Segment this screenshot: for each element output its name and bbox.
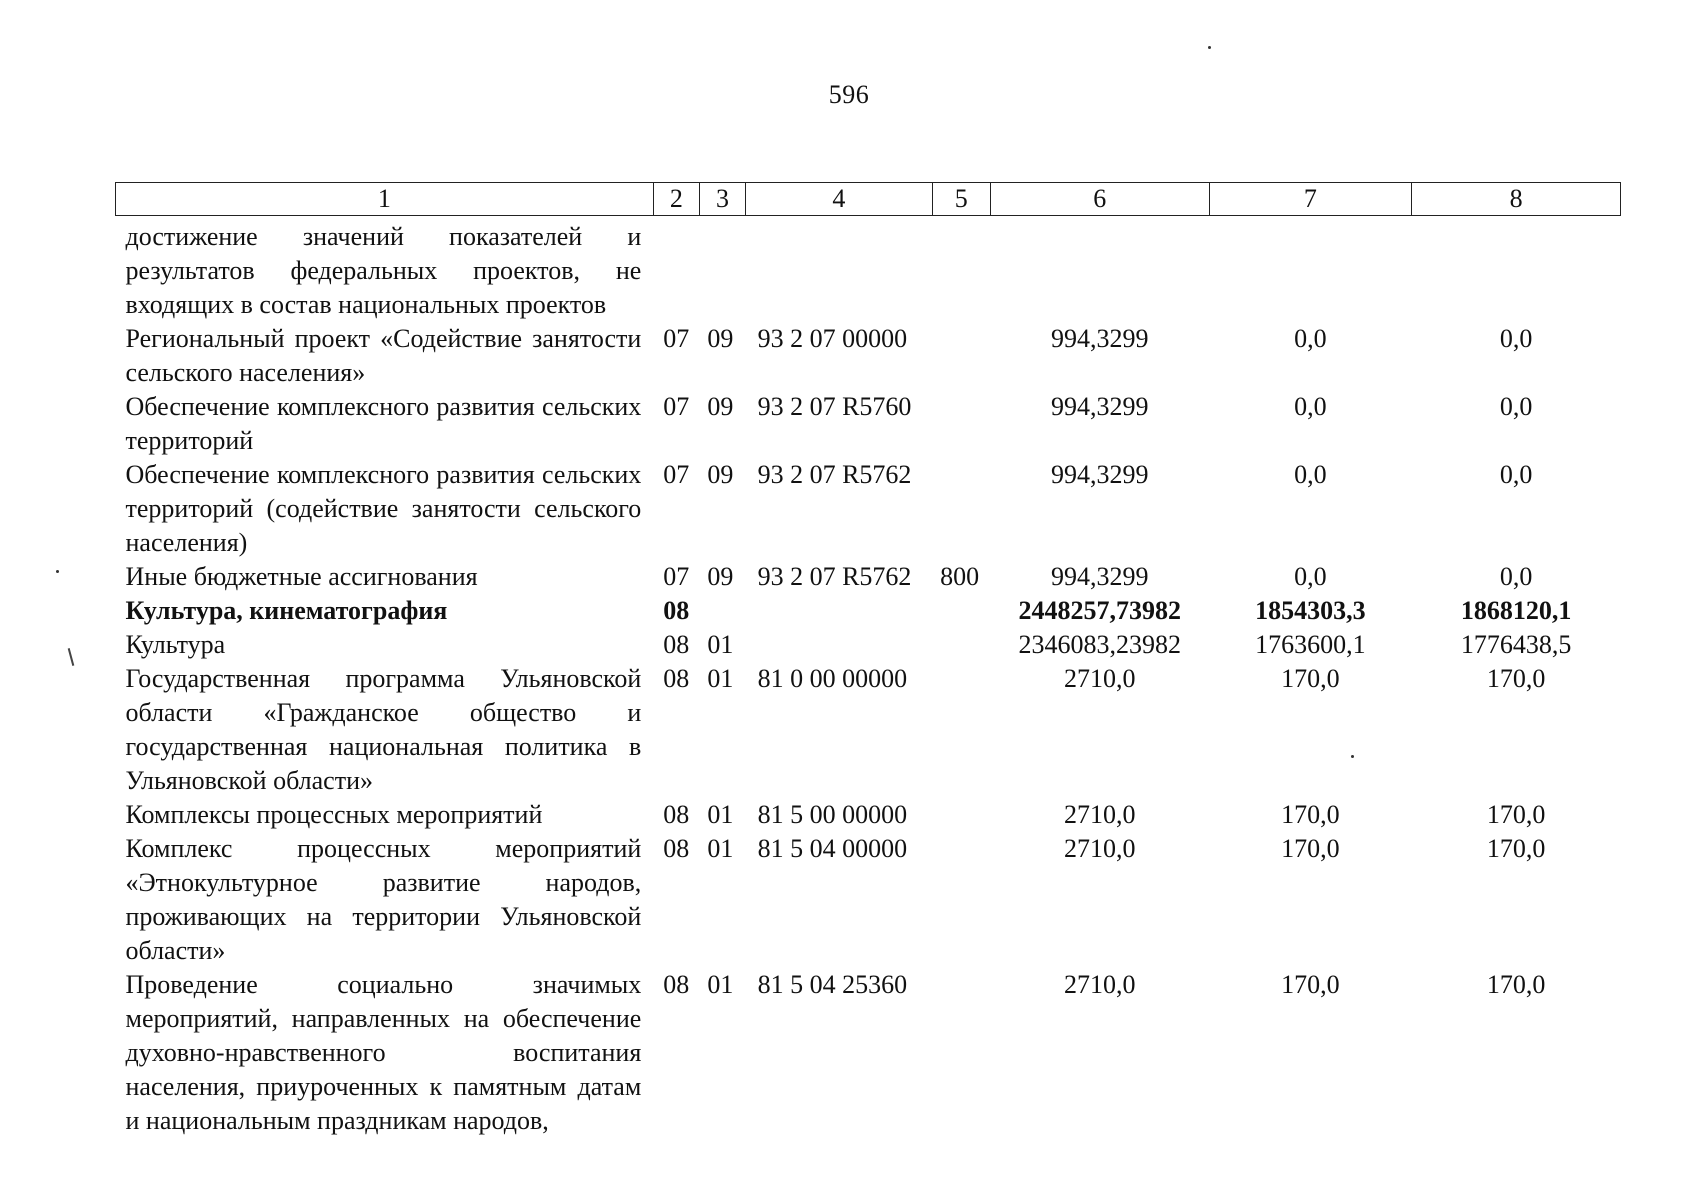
row-value-col7: 170,0 [1281,970,1340,999]
row-value-col6: 2710,0 [1063,834,1136,863]
table-row [116,662,1621,798]
header-col-8: 8 [1412,183,1621,216]
row-value-col7 [1209,216,1412,323]
row-subsection [699,594,745,628]
table-header [116,183,1621,216]
row-value-col6: 2710,0 [1063,800,1136,829]
row-section: 08 [663,834,690,863]
header-col-4: 4 [746,183,933,216]
row-value-col7: 170,0 [1281,834,1340,863]
row-subsection: 09 [707,562,734,591]
row-value-col7: 0,0 [1294,392,1327,421]
row-expense-type [932,662,990,798]
row-target-code [746,216,933,323]
row-subsection: 09 [707,460,734,489]
header-col-2: 2 [653,183,699,216]
row-section: 07 [663,324,690,353]
row-name: Проведение социально значимых мероприятий, направленных на обеспечение духовно-нравственного воспитания населения, приуроченных к памятным датам и национальным праздникам народов, [125,970,642,1135]
row-subsection: 01 [707,970,734,999]
row-name: Государственная программа Ульяновской области «Гражданское общество и государственная национальная политика в Ульяновской области» [125,664,642,795]
table-row [116,968,1621,1138]
row-value-col8: 0,0 [1499,324,1533,353]
scan-mark [68,648,75,666]
table-row [116,798,1621,832]
row-value-col6: 2346083,23982 [1018,630,1181,659]
row-value-col7: 170,0 [1281,664,1340,693]
row-expense-type: 800 [940,562,980,591]
budget-table [115,182,1621,1138]
row-value-col6 [990,216,1209,323]
row-section: 08 [663,596,690,625]
header-row [116,183,1621,216]
header-col-5: 5 [932,183,990,216]
row-section: 07 [663,392,690,421]
scan-speck [1351,755,1354,758]
row-subsection: 01 [707,800,734,829]
row-section: 07 [663,562,690,591]
row-expense-type [932,216,990,323]
row-value-col7: 1763600,1 [1255,630,1366,659]
row-subsection: 01 [707,664,734,693]
row-expense-type [932,628,990,662]
header-col-6: 6 [990,183,1209,216]
row-value-col6: 2710,0 [1063,970,1136,999]
budget-table-container [115,182,1621,1138]
row-expense-type [932,968,990,1138]
row-target-code: 93 2 07 R5762 [757,460,912,489]
row-expense-type [932,798,990,832]
row-subsection: 09 [707,392,734,421]
row-target-code [746,594,933,628]
table-row [116,628,1621,662]
table-body [116,216,1621,1139]
row-value-col7: 0,0 [1294,460,1327,489]
row-expense-type [932,832,990,968]
row-name: Иные бюджетные ассигнования [125,562,478,591]
scan-speck [56,570,59,573]
row-section: 08 [663,630,690,659]
row-section: 08 [663,970,690,999]
row-section: 07 [663,460,690,489]
row-target-code: 93 2 07 R5760 [757,392,912,421]
row-section: 08 [663,800,690,829]
row-value-col6: 994,3299 [1050,562,1149,591]
row-value-col8 [1412,216,1621,323]
row-value-col8: 0,0 [1499,562,1533,591]
row-name: Обеспечение комплексного развития сельских территорий [125,392,642,455]
row-target-code: 81 5 04 00000 [757,834,908,863]
table-row [116,390,1621,458]
row-name: Культура, кинематография [125,596,448,625]
row-value-col6: 994,3299 [1050,392,1149,421]
row-name: Культура [125,630,226,659]
row-target-code: 81 0 00 00000 [757,664,908,693]
row-value-col6: 2448257,73982 [1018,596,1181,625]
table-row [116,458,1621,560]
row-value-col8: 170,0 [1486,800,1546,829]
row-expense-type [932,322,990,390]
header-col-7: 7 [1209,183,1412,216]
row-value-col8: 1776438,5 [1460,630,1572,659]
header-col-1: 1 [116,183,654,216]
table-row [116,216,1621,323]
row-name: Комплекс процессных мероприятий «Этнокультурное развитие народов, проживающих на территории Ульяновской области» [125,834,642,965]
header-col-3: 3 [699,183,745,216]
row-value-col8: 0,0 [1499,460,1533,489]
row-section: 08 [663,664,690,693]
row-value-col8: 170,0 [1486,664,1546,693]
row-section [653,216,699,323]
row-expense-type [932,594,990,628]
table-row [116,832,1621,968]
row-subsection [699,216,745,323]
row-target-code [746,628,933,662]
row-target-code: 81 5 00 00000 [757,800,908,829]
row-expense-type [932,458,990,560]
row-value-col7: 170,0 [1281,800,1340,829]
row-name: Региональный проект «Содействие занятости сельского населения» [125,324,642,387]
scan-speck [1208,46,1211,49]
table-row [116,560,1621,594]
row-value-col8: 0,0 [1499,392,1533,421]
row-value-col8: 170,0 [1486,970,1546,999]
row-value-col6: 994,3299 [1050,324,1149,353]
row-subsection: 01 [707,630,734,659]
page-number: 596 [828,80,870,109]
row-value-col7: 0,0 [1294,562,1327,591]
row-target-code: 93 2 07 R5762 [757,562,912,591]
row-value-col8: 170,0 [1486,834,1546,863]
row-name: Комплексы процессных мероприятий [125,800,543,829]
row-value-col8: 1868120,1 [1460,596,1572,625]
table-row [116,594,1621,628]
row-expense-type [932,390,990,458]
row-value-col6: 994,3299 [1050,460,1149,489]
row-value-col7: 1854303,3 [1255,596,1366,625]
row-subsection: 01 [707,834,734,863]
row-value-col7: 0,0 [1294,324,1327,353]
table-row [116,322,1621,390]
row-value-col6: 2710,0 [1063,664,1136,693]
row-target-code: 93 2 07 00000 [757,324,908,353]
row-name: Обеспечение комплексного развития сельских территорий (содействие занятости сельского населения) [125,460,642,557]
row-target-code: 81 5 04 25360 [757,970,908,999]
row-name: достижение значений показателей и результатов федеральных проектов, не входящих в состав национальных проектов [125,222,642,319]
row-subsection: 09 [707,324,734,353]
